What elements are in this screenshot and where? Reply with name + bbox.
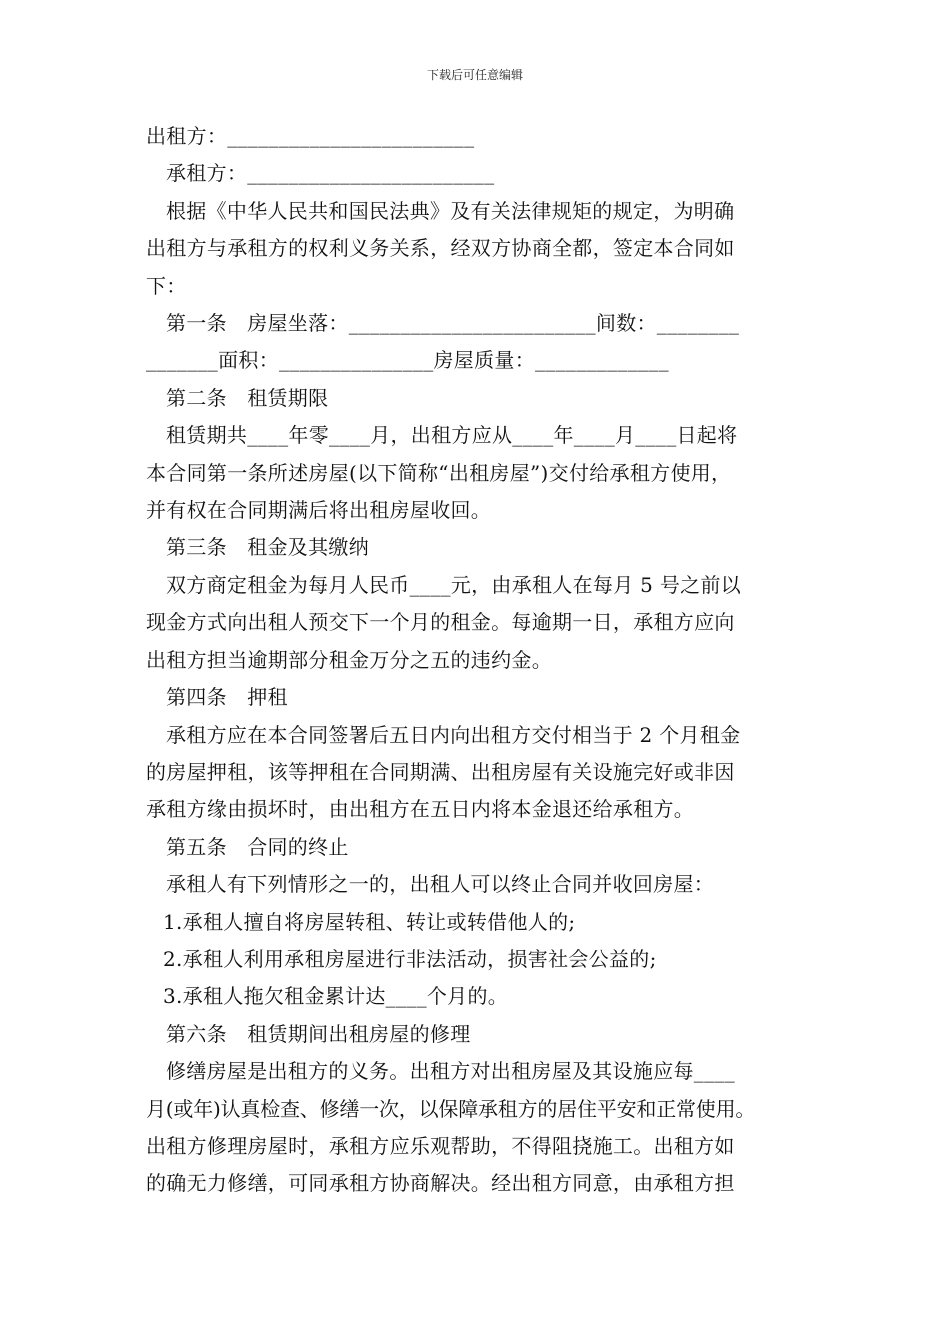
article-1-line-2: _______面积：_______________房屋质量：_____________ — [146, 348, 669, 373]
article-5-item-2: 2.承租人利用承租房屋进行非法活动，损害社会公益的; — [163, 946, 657, 971]
article-6-line-2: 月(或年)认真检查、修缮一次，以保障承租方的居住平安和正常使用。 — [146, 1096, 756, 1121]
article-4-heading: 第四条 押租 — [166, 685, 288, 710]
article-2-line-3: 并有权在合同期满后将出租房屋收回。 — [146, 498, 492, 523]
article-3-heading: 第三条 租金及其缴纳 — [166, 535, 369, 560]
article-3-line-1: 双方商定租金为每月人民币____元，由承租人在每月 5 号之前以 — [166, 572, 742, 597]
article-5-item-3: 3.承租人拖欠租金累计达____个月的。 — [163, 984, 509, 1009]
lessee-line: 承租方：________________________ — [166, 161, 495, 186]
article-4-line-1: 承租方应在本合同签署后五日内向出租方交付相当于 2 个月租金 — [166, 722, 741, 747]
article-6-line-3: 出租方修理房屋时，承租方应乐观帮助，不得阻挠施工。出租方如 — [146, 1133, 735, 1158]
article-3-line-2: 现金方式向出租人预交下一个月的租金。每逾期一日，承租方应向 — [146, 610, 735, 635]
article-5-item-1: 1.承租人擅自将房屋转租、转让或转借他人的; — [163, 909, 576, 934]
article-6-line-1: 修缮房屋是出租方的义务。出租方对出租房屋及其设施应每____ — [166, 1059, 735, 1084]
article-2-heading: 第二条 租赁期限 — [166, 385, 329, 410]
article-5-heading: 第五条 合同的终止 — [166, 834, 349, 859]
contract-body — [146, 118, 821, 1203]
article-4-line-3: 承租方缘由损坏时，由出租方在五日内将本金退还给承租方。 — [146, 797, 695, 822]
preamble-line-3: 下： — [146, 273, 187, 298]
lessor-line: 出租方：________________________ — [146, 124, 475, 148]
article-2-line-2: 本合同第一条所述房屋(以下简称“出租房屋”)交付给承租方使用， — [146, 460, 732, 485]
article-6-heading: 第六条 租赁期间出租房屋的修理 — [166, 1021, 471, 1046]
preamble-line-1: 根据《中华人民共和国民法典》及有关法律规矩的规定，为明确 — [166, 198, 735, 223]
article-6-line-4: 的确无力修缮，可同承租方协商解决。经出租方同意，由承租方担 — [146, 1171, 735, 1196]
article-1-line-1: 第一条 房屋坐落：________________________间数：________ — [166, 311, 740, 336]
preamble-line-2: 出租方与承租方的权利义务关系，经双方协商全都，签定本合同如 — [146, 236, 735, 261]
article-2-line-1: 租赁期共____年零____月，出租方应从____年____月____日起将 — [166, 423, 738, 448]
article-4-line-2: 的房屋押租，该等押租在合同期满、出租房屋有关设施完好或非因 — [146, 759, 735, 784]
article-5-line-1: 承租人有下列情形之一的，出租人可以终止合同并收回房屋： — [166, 872, 715, 897]
article-3-line-3: 出租方担当逾期部分租金万分之五的违约金。 — [146, 647, 552, 672]
page-header: 下载后可任意编辑 — [426, 68, 523, 82]
